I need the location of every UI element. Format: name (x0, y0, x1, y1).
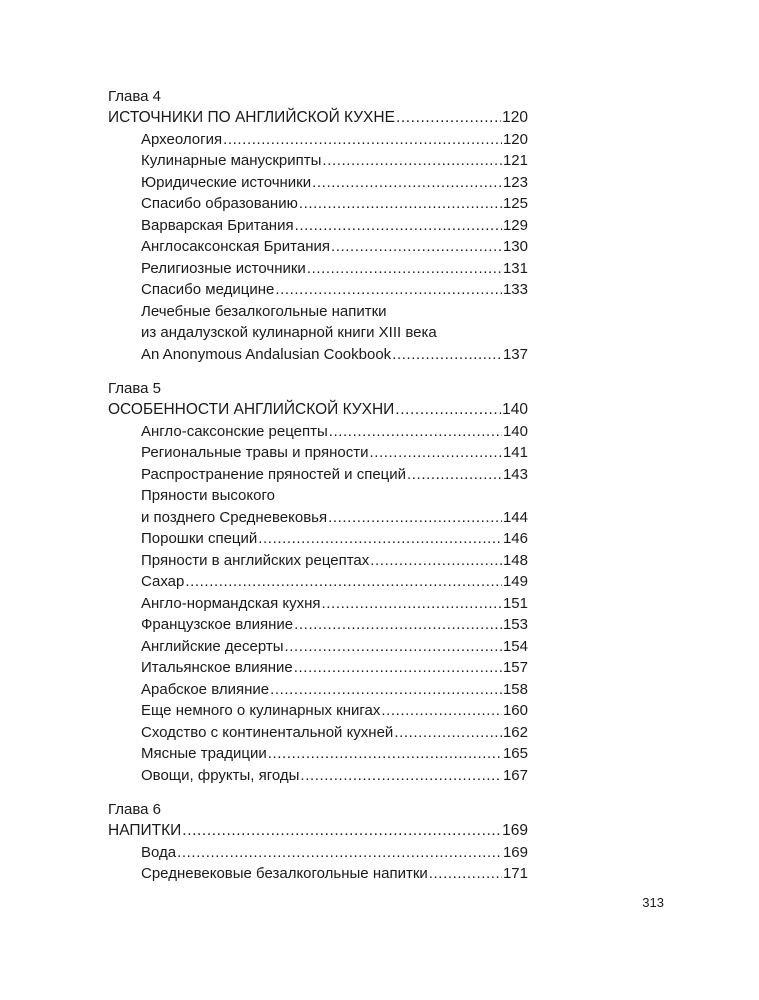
toc-entry-line (108, 485, 528, 507)
dot-leader (182, 820, 501, 842)
toc-entry[interactable] (108, 129, 528, 151)
toc-entry[interactable] (108, 442, 528, 464)
toc-entry[interactable] (108, 842, 528, 864)
page-folio-number: 313 (642, 895, 664, 910)
page-number: 146 (502, 530, 528, 547)
entry-title: Региональные травы и пряности (141, 444, 369, 461)
dot-leader (394, 722, 502, 744)
toc-entry-line (108, 322, 528, 344)
page-number: 165 (502, 745, 528, 762)
page-number: 141 (502, 444, 528, 461)
dot-leader (294, 614, 502, 636)
entry-title: Кулинарные манускрипты (141, 152, 322, 169)
toc-entry[interactable] (108, 193, 528, 215)
dot-leader (295, 215, 502, 237)
dot-leader (429, 863, 502, 885)
page-number: 137 (502, 345, 528, 363)
entry-title: Англо-нормандская кухня (141, 594, 321, 612)
page-number: 169 (502, 843, 528, 861)
entry-title: An Anonymous Andalusian Cookbook (141, 345, 392, 363)
page-number: 123 (502, 173, 528, 191)
toc-entry-line (108, 301, 528, 323)
page-number: 169 (502, 822, 528, 839)
dot-leader (322, 150, 502, 172)
dot-leader (299, 193, 502, 215)
toc-entry[interactable] (108, 150, 528, 172)
entry-title: Английские десерты (141, 637, 284, 655)
toc-entry[interactable] (108, 636, 528, 658)
dot-leader (370, 550, 502, 572)
entry-title: Сахар (141, 573, 185, 590)
entry-title: Средневековые безалкогольные напитки (141, 865, 428, 882)
page-number: 120 (502, 130, 528, 148)
toc-entry[interactable] (108, 614, 528, 636)
dot-leader (407, 464, 502, 486)
page-number: 121 (502, 152, 528, 169)
dot-leader (268, 743, 502, 765)
toc-entry[interactable] (108, 258, 528, 280)
page-number: 133 (502, 281, 528, 298)
dot-leader (369, 442, 502, 464)
page-number: 129 (502, 216, 528, 234)
entry-title: Сходство с континентальной кухней (141, 723, 394, 741)
entry-title: Религиозные источники (141, 259, 306, 277)
dot-leader (396, 107, 501, 129)
chapter-title: ИСТОЧНИКИ ПО АНГЛИЙСКОЙ КУХНЕ (108, 109, 395, 126)
page-number: 131 (502, 259, 528, 277)
dot-leader (285, 636, 502, 658)
entry-title: Мясные традиции (141, 745, 267, 762)
entry-title: Англо-саксонские рецепты (141, 422, 328, 440)
toc-entry[interactable] (108, 700, 528, 722)
entry-title: и позднего Средневековья (141, 508, 328, 526)
toc-entry[interactable] (108, 550, 528, 572)
page-number: 149 (502, 573, 528, 590)
dot-leader (300, 765, 502, 787)
toc-entry[interactable] (108, 507, 528, 529)
chapter-label: Глава 4 (108, 88, 162, 105)
page-number: 120 (502, 109, 528, 126)
toc-entry[interactable] (108, 722, 528, 744)
entry-title: Итальянское влияние (141, 659, 293, 676)
dot-leader (275, 279, 502, 301)
entry-title: Варварская Британия (141, 216, 294, 234)
toc-entry[interactable] (108, 765, 528, 787)
page-number: 125 (502, 195, 528, 212)
page-number: 162 (502, 723, 528, 741)
page-number: 130 (502, 238, 528, 255)
dot-leader (185, 571, 502, 593)
page-number: 148 (502, 551, 528, 569)
toc-entry[interactable] (108, 593, 528, 615)
chapter-title-row[interactable] (108, 107, 528, 129)
dot-leader (392, 344, 502, 366)
chapter-6 (108, 799, 528, 885)
chapter-5 (108, 378, 528, 786)
dot-leader (258, 528, 502, 550)
toc-entry[interactable] (108, 279, 528, 301)
page-number: 140 (502, 422, 528, 440)
chapter-4 (108, 86, 528, 365)
chapter-title-row[interactable] (108, 399, 528, 421)
dot-leader (294, 657, 502, 679)
page-number: 144 (502, 508, 528, 526)
entry-title: Пряности в английских рецептах (141, 551, 370, 569)
page-number: 151 (502, 594, 528, 612)
chapter-label: Глава 6 (108, 801, 162, 818)
entry-title: Юридические источники (141, 173, 312, 191)
entry-title: Археология (141, 130, 223, 148)
dot-leader (270, 679, 502, 701)
chapter-title-row[interactable] (108, 820, 528, 842)
toc-entry[interactable] (108, 863, 528, 885)
dot-leader (307, 258, 502, 280)
dot-leader (381, 700, 502, 722)
entry-title: Пряности высокого (141, 487, 275, 504)
dot-leader (395, 399, 501, 421)
toc-entry[interactable] (108, 236, 528, 258)
entry-title: Овощи, фрукты, ягоды (141, 766, 300, 784)
entry-title: Спасибо медицине (141, 281, 275, 298)
entry-title: Спасибо образованию (141, 195, 298, 212)
entry-title: из андалузской кулинарной книги XIII века (141, 324, 437, 341)
page-number: 167 (502, 766, 528, 784)
dot-leader (177, 842, 502, 864)
entry-title: Распространение пряностей и специй (141, 465, 407, 483)
page-number: 157 (502, 659, 528, 676)
chapter-title: ОСОБЕННОСТИ АНГЛИЙСКОЙ КУХНИ (108, 401, 395, 418)
chapter-label: Глава 5 (108, 380, 162, 397)
entry-title: Лечебные безалкогольные напитки (141, 302, 387, 320)
toc-entry[interactable] (108, 172, 528, 194)
page-number: 154 (502, 637, 528, 655)
toc-entry[interactable] (108, 528, 528, 550)
dot-leader (331, 236, 502, 258)
dot-leader (223, 129, 502, 151)
toc-entry[interactable] (108, 215, 528, 237)
dot-leader (328, 507, 502, 529)
toc-entry[interactable] (108, 464, 528, 486)
toc-entry[interactable] (108, 743, 528, 765)
page-number: 171 (502, 865, 528, 882)
entry-title: Англосаксонская Британия (141, 238, 330, 255)
page-number: 140 (502, 401, 528, 418)
page-number: 153 (502, 616, 528, 633)
entry-title: Французское влияние (141, 616, 294, 633)
chapter-title: НАПИТКИ (108, 822, 182, 839)
toc-entry[interactable] (108, 571, 528, 593)
page-number: 143 (502, 465, 528, 483)
page-number: 158 (502, 680, 528, 698)
toc-entry[interactable] (108, 679, 528, 701)
toc-entry[interactable] (108, 344, 528, 366)
dot-leader (329, 421, 502, 443)
dot-leader (312, 172, 502, 194)
toc-entry[interactable] (108, 657, 528, 679)
toc-entry[interactable] (108, 421, 528, 443)
dot-leader (322, 593, 502, 615)
entry-title: Порошки специй (141, 530, 258, 547)
entry-title: Арабское влияние (141, 680, 270, 698)
page-number: 160 (502, 702, 528, 719)
entry-title: Вода (141, 843, 177, 861)
entry-title: Еще немного о кулинарных книгах (141, 702, 381, 719)
